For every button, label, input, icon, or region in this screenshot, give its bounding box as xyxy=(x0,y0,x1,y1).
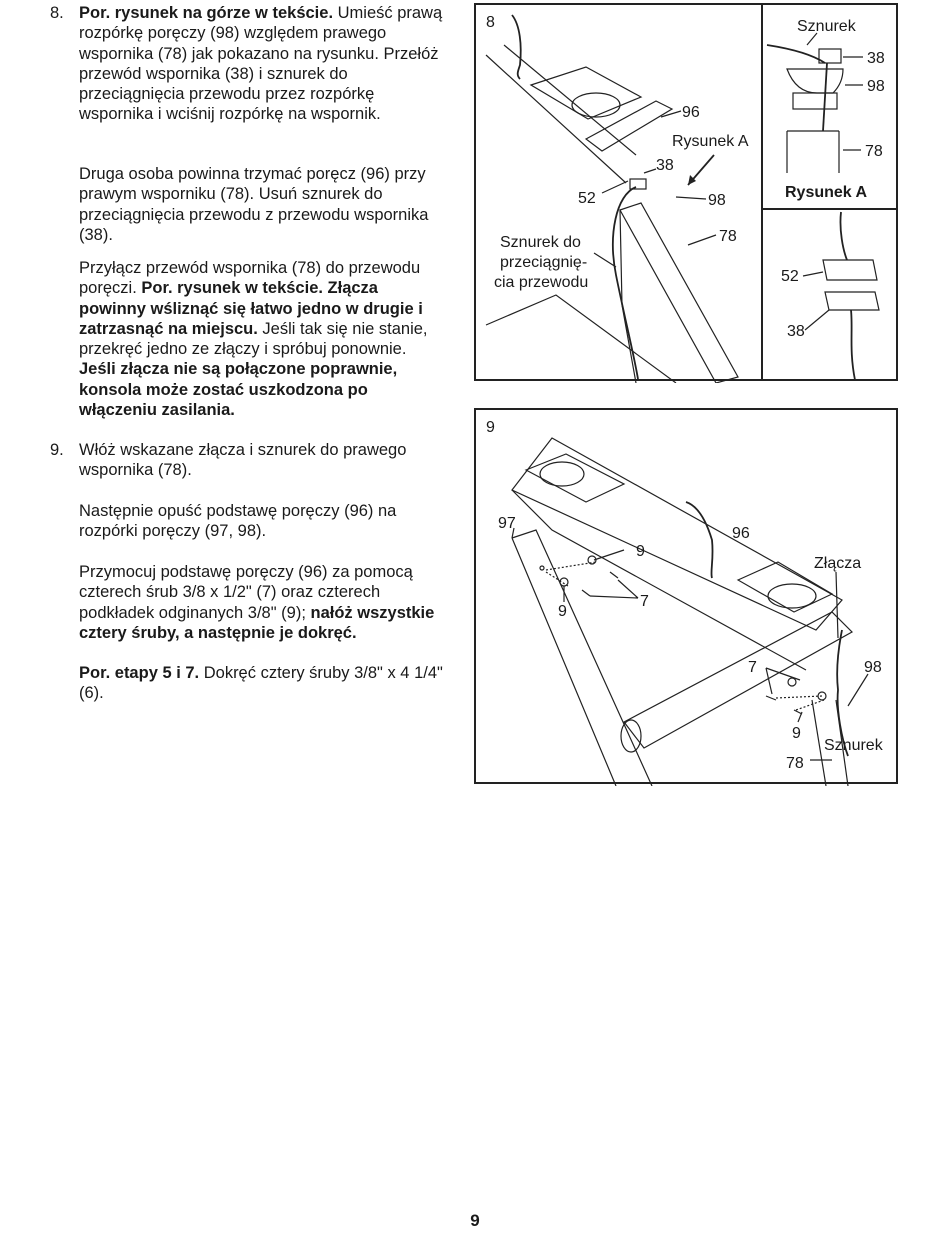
figure-a-78: 78 xyxy=(865,143,883,160)
step-8-p1-text: Umieść prawą rozpórkę poręczy (98) względem prawego wspornika (78) jak pokazano na rysunku. Przełóż przewód wspornika (38) i sznurek do przeciągnięcia przewodu przez rozpórkę wspornika i wciśnij rozpórkę na wspornik. xyxy=(79,4,443,124)
step-9-p3-b: nałóż wszystkie cztery śruby, a następnie je dokręć. xyxy=(79,603,435,642)
leader-7a xyxy=(590,580,638,598)
connector-52 xyxy=(823,260,877,280)
figure-8 xyxy=(474,3,763,381)
cup-holder-right xyxy=(768,584,816,608)
figure-a-sznurek: Sznurek xyxy=(797,18,856,35)
leader-98 xyxy=(676,197,706,199)
callout-cord-line-1: Sznurek do xyxy=(500,234,581,251)
callout-98: 98 xyxy=(864,659,882,676)
bolt-hole xyxy=(540,566,544,570)
cord xyxy=(767,45,825,63)
callout-97: 97 xyxy=(498,515,516,532)
handrail-base-96 xyxy=(512,438,842,630)
callout-9b: 9 xyxy=(558,603,567,620)
bolt-path xyxy=(546,562,596,586)
figure-9-drawing xyxy=(476,410,900,786)
callout-cord-line-2: przeciągnię- xyxy=(500,254,588,271)
leader-78 xyxy=(688,235,716,245)
step-8-p3-b: Por. rysunek w tekście. Złącza powinny wśliznąć się łatwo jedno w drugie i zatrzasnąć na miejscu. xyxy=(79,279,423,338)
step-8-paragraph-2: Druga osoba powinna trzymać poręcz (96) przy prawym wsporniku (78). Usuń sznurek do przeciągnięcia przewodu z przewodu wspornika (38). xyxy=(79,165,429,244)
step-8-ref-bold: Por. rysunek na górze w tekście. xyxy=(79,4,334,22)
figure-9-step-label: 9 xyxy=(486,419,495,436)
connector-38 xyxy=(825,292,879,310)
callout-zlacza: Złącza xyxy=(814,555,862,572)
cable xyxy=(686,502,713,578)
step-9-p4-text: Dokręć cztery śruby 3/8" x 4 1/4" (6). xyxy=(79,664,443,703)
callout-78: 78 xyxy=(786,755,804,772)
figure-a-title: Rysunek A xyxy=(785,184,868,201)
upright-97 xyxy=(512,530,652,786)
figure-8-drawing xyxy=(476,5,765,383)
bolt-7 xyxy=(582,572,618,596)
cup-holder xyxy=(572,93,620,117)
connector xyxy=(630,179,646,189)
step-8-p3-warning: Jeśli złącza nie są połączone poprawnie, konsola może zostać uszkodzona po włączeniu zasilania. xyxy=(79,360,398,420)
step-9-number: 9. xyxy=(50,441,64,459)
handrail xyxy=(586,101,672,151)
callout-9a: 9 xyxy=(636,543,645,560)
callout-sznurek: Sznurek xyxy=(824,737,883,754)
step-9-paragraph-2: Następnie opuść podstawę poręczy (96) na rozpórki poręczy (97, 98). xyxy=(79,502,397,541)
figure-8-step-label: 8 xyxy=(486,14,495,31)
callout-38: 38 xyxy=(656,157,674,174)
step-9-paragraph-4 xyxy=(79,663,444,704)
cable-52 xyxy=(840,212,847,260)
step-9-p3-a: Przymocuj podstawę poręczy (96) za pomocą czterech śrub 3/8 x 1/2" (7) oraz czterech podkładek odginanych 3/8" (9); xyxy=(79,563,413,622)
callout-78: 78 xyxy=(719,228,737,245)
callout-96: 96 xyxy=(732,525,750,542)
bolt-7 xyxy=(766,696,802,714)
figure-a-38b: 38 xyxy=(787,323,805,340)
callout-96: 96 xyxy=(682,104,700,121)
step-9-paragraph-3 xyxy=(79,562,444,643)
leader-52 xyxy=(803,272,823,276)
step-8-number: 8. xyxy=(50,4,64,22)
figure-a-drawing xyxy=(763,5,900,212)
figure-a-38: 38 xyxy=(867,50,885,67)
figure-a-52: 52 xyxy=(781,268,799,285)
figure-a-connectors xyxy=(761,208,898,381)
callout-9c: 9 xyxy=(792,725,801,742)
figure-a-98: 98 xyxy=(867,78,885,95)
washer-9 xyxy=(788,678,796,686)
step-8-paragraph-1 xyxy=(79,3,444,125)
callout-cord-line-3: cia przewodu xyxy=(494,274,589,291)
page-number: 9 xyxy=(470,1211,480,1230)
bolt-path xyxy=(776,696,824,710)
step-8-p3-c: Jeśli tak się nie stanie, przekręć jedno ze złączy i spróbuj ponownie. xyxy=(79,319,428,359)
washer-9 xyxy=(818,692,826,700)
leader-38 xyxy=(805,310,829,330)
leader-38 xyxy=(644,169,656,173)
frame-edge xyxy=(486,55,626,183)
figure-a-connectors-drawing xyxy=(763,210,900,383)
callout-98: 98 xyxy=(708,192,726,209)
leader-98 xyxy=(848,674,868,706)
step-8-paragraph-3 xyxy=(79,258,444,420)
leader-52 xyxy=(602,181,628,193)
cable-38 xyxy=(851,310,855,380)
bracket-base xyxy=(793,93,837,109)
upright-78 xyxy=(787,131,839,173)
callout-rysunek-a: Rysunek A xyxy=(672,133,749,150)
step-9-paragraph-1: Włóż wskazane złącza i sznurek do prawego wspornika (78). xyxy=(79,441,407,480)
wire xyxy=(823,63,827,131)
step-9-p4-bold: Por. etapy 5 i 7. xyxy=(79,664,200,682)
leader-7b xyxy=(766,668,800,694)
frame-edge xyxy=(504,45,636,155)
cup-holder-left xyxy=(540,462,584,486)
base-edge xyxy=(486,295,676,383)
figure-9 xyxy=(474,408,898,784)
callout-7a: 7 xyxy=(640,593,649,610)
cable xyxy=(512,15,521,79)
bracket-98 xyxy=(787,69,843,93)
cord xyxy=(613,187,638,379)
figure-a-detail xyxy=(761,3,898,210)
callout-52: 52 xyxy=(578,190,596,207)
callout-7b: 7 xyxy=(748,659,757,676)
step-8-p3-a: Przyłącz przewód wspornika (78) do przewodu poręczi. xyxy=(79,259,421,298)
